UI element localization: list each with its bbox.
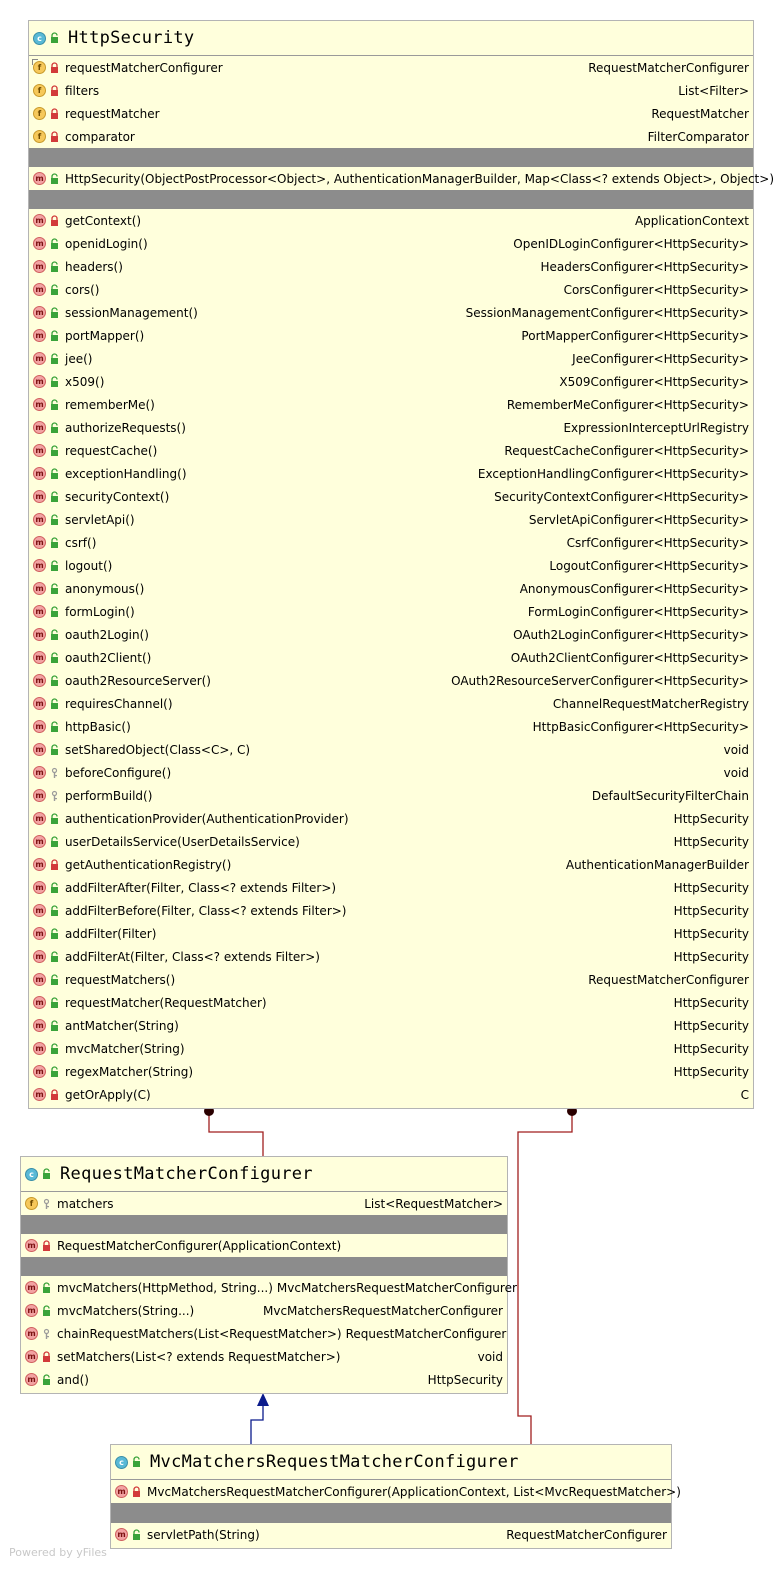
method-icon: m	[33, 214, 46, 227]
public-visibility-icon	[49, 1066, 60, 1078]
field-row[interactable]	[21, 1192, 507, 1215]
method-icon: m	[33, 283, 46, 296]
public-visibility-icon	[49, 353, 60, 365]
section-separator	[111, 1503, 671, 1523]
method-icon: m	[33, 789, 46, 802]
return-type: HttpSecurity	[427, 1372, 503, 1387]
public-visibility-icon	[49, 330, 60, 342]
return-type: MvcMatchersRequestMatcherConfigurer	[276, 1280, 517, 1295]
public-visibility-icon	[49, 399, 60, 411]
method-signature: getContext()	[65, 213, 142, 228]
method-icon: m	[33, 352, 46, 365]
method-row[interactable]	[21, 1368, 507, 1391]
method-row[interactable]	[29, 738, 753, 761]
method-icon: m	[33, 812, 46, 825]
method-signature: formLogin()	[65, 604, 135, 619]
method-icon: m	[33, 1019, 46, 1032]
class-icon: c	[115, 1456, 128, 1469]
protected-visibility-icon	[49, 790, 60, 802]
public-visibility-icon	[49, 652, 60, 664]
method-signature: servletApi()	[65, 512, 135, 527]
return-type: CsrfConfigurer<HttpSecurity>	[566, 535, 749, 550]
method-icon: m	[33, 1065, 46, 1078]
method-icon: m	[33, 375, 46, 388]
method-signature: servletPath(String)	[147, 1527, 260, 1542]
field-type: FilterComparator	[647, 129, 749, 144]
method-row[interactable]	[29, 416, 753, 439]
method-row[interactable]	[29, 853, 753, 876]
field-icon: f	[33, 107, 46, 120]
method-signature: logout()	[65, 558, 113, 573]
protected-visibility-icon	[41, 1328, 52, 1340]
method-icon: m	[33, 172, 46, 185]
return-type: MvcMatchersRequestMatcherConfigurer	[262, 1303, 503, 1318]
field-name: comparator	[65, 129, 135, 144]
method-row[interactable]	[21, 1299, 507, 1322]
return-type: HttpSecurity	[673, 1064, 749, 1079]
method-row[interactable]	[29, 623, 753, 646]
field-row[interactable]	[29, 56, 753, 79]
method-icon: m	[33, 421, 46, 434]
method-icon: m	[33, 904, 46, 917]
return-type: RememberMeConfigurer<HttpSecurity>	[506, 397, 749, 412]
method-row[interactable]	[29, 646, 753, 669]
method-icon: m	[33, 835, 46, 848]
method-row[interactable]	[29, 278, 753, 301]
method-signature: rememberMe()	[65, 397, 155, 412]
method-row[interactable]	[21, 1234, 507, 1257]
field-row[interactable]	[29, 125, 753, 148]
method-row[interactable]	[29, 1060, 753, 1083]
method-icon: m	[33, 398, 46, 411]
method-icon: m	[33, 973, 46, 986]
method-icon: m	[33, 467, 46, 480]
method-signature: requestMatcher(RequestMatcher)	[65, 995, 267, 1010]
return-type: SecurityContextConfigurer<HttpSecurity>	[494, 489, 749, 504]
method-row[interactable]	[21, 1345, 507, 1368]
return-type: OAuth2LoginConfigurer<HttpSecurity>	[513, 627, 749, 642]
method-signature: securityContext()	[65, 489, 170, 504]
method-signature: openidLogin()	[65, 236, 148, 251]
method-signature: chainRequestMatchers(List<RequestMatcher>)	[57, 1326, 342, 1341]
method-icon: m	[33, 536, 46, 549]
field-name: matchers	[57, 1196, 114, 1211]
field-name: requestMatcherConfigurer	[65, 60, 223, 75]
return-type: HttpSecurity	[673, 1018, 749, 1033]
return-type: ChannelRequestMatcherRegistry	[552, 696, 749, 711]
method-row[interactable]	[29, 692, 753, 715]
public-visibility-icon	[49, 468, 60, 480]
public-visibility-icon	[49, 514, 60, 526]
public-visibility-icon	[49, 997, 60, 1009]
public-visibility-icon	[49, 951, 60, 963]
return-type: RequestMatcherConfigurer	[588, 972, 749, 987]
class-icon: c	[25, 1168, 38, 1181]
return-type: RequestCacheConfigurer<HttpSecurity>	[504, 443, 749, 458]
method-signature: mvcMatchers(HttpMethod, String...)	[57, 1280, 273, 1295]
public-visibility-icon	[49, 974, 60, 986]
field-name: requestMatcher	[65, 106, 160, 121]
public-visibility-icon	[49, 261, 60, 273]
method-signature: authorizeRequests()	[65, 420, 186, 435]
method-row[interactable]	[29, 347, 753, 370]
method-icon: m	[33, 306, 46, 319]
return-type: AuthenticationManagerBuilder	[565, 857, 749, 872]
private-visibility-icon	[49, 85, 60, 97]
watermark: Powered by yFiles	[9, 1546, 107, 1559]
method-icon: m	[33, 881, 46, 894]
method-row[interactable]	[29, 600, 753, 623]
method-row[interactable]	[29, 301, 753, 324]
inheritance-edge-mvcmatchers-requestmatcherconfigurer	[251, 1400, 263, 1444]
method-icon: m	[33, 1042, 46, 1055]
method-row[interactable]	[29, 554, 753, 577]
return-type: ApplicationContext	[634, 213, 749, 228]
method-row[interactable]	[29, 945, 753, 968]
private-visibility-icon	[49, 859, 60, 871]
method-signature: getOrApply(C)	[65, 1087, 151, 1102]
method-row[interactable]	[29, 968, 753, 991]
method-signature: jee()	[65, 351, 93, 366]
method-signature: RequestMatcherConfigurer(ApplicationContext)	[57, 1238, 342, 1253]
method-signature: mvcMatcher(String)	[65, 1041, 185, 1056]
return-type: HttpSecurity	[673, 903, 749, 918]
return-type: ExpressionInterceptUrlRegistry	[563, 420, 749, 435]
method-signature: authenticationProvider(AuthenticationProvider)	[65, 811, 349, 826]
return-type: HttpBasicConfigurer<HttpSecurity>	[532, 719, 749, 734]
return-type: HttpSecurity	[673, 880, 749, 895]
private-visibility-icon	[49, 62, 60, 74]
method-signature: addFilterAfter(Filter, Class<? extends Filter>)	[65, 880, 337, 895]
method-row[interactable]	[29, 209, 753, 232]
class-box-mvcmatchersrequestmatcherconfigurer[interactable]	[110, 1444, 681, 1549]
public-visibility-icon	[49, 284, 60, 296]
method-signature: addFilterBefore(Filter, Class<? extends Filter>)	[65, 903, 347, 918]
method-icon: m	[33, 237, 46, 250]
method-row[interactable]	[29, 508, 753, 531]
return-type: HttpSecurity	[673, 926, 749, 941]
protected-visibility-icon	[49, 767, 60, 779]
method-icon: m	[33, 674, 46, 687]
private-visibility-icon	[49, 131, 60, 143]
section-separator	[21, 1257, 507, 1276]
method-signature: setSharedObject(Class<C>, C)	[65, 742, 251, 757]
section-separator	[21, 1215, 507, 1234]
method-icon: m	[115, 1528, 128, 1541]
method-row[interactable]	[29, 439, 753, 462]
return-type: HttpSecurity	[673, 949, 749, 964]
class-header[interactable]	[29, 21, 753, 56]
method-row[interactable]	[29, 577, 753, 600]
return-type: JeeConfigurer<HttpSecurity>	[572, 351, 749, 366]
method-row[interactable]	[29, 324, 753, 347]
return-type: OpenIDLoginConfigurer<HttpSecurity>	[513, 236, 749, 251]
method-row[interactable]	[21, 1322, 507, 1345]
field-icon: f	[33, 84, 46, 97]
method-icon: m	[33, 1088, 46, 1101]
return-type: PortMapperConfigurer<HttpSecurity>	[521, 328, 749, 343]
method-icon: m	[25, 1350, 38, 1363]
method-signature: mvcMatchers(String...)	[57, 1303, 195, 1318]
class-name: MvcMatchersRequestMatcherConfigurer	[150, 1452, 519, 1472]
method-icon: m	[33, 743, 46, 756]
public-visibility-icon	[49, 238, 60, 250]
public-visibility-icon	[49, 698, 60, 710]
method-row[interactable]	[111, 1480, 681, 1503]
method-icon: m	[33, 927, 46, 940]
method-icon: m	[33, 490, 46, 503]
field-icon: f	[33, 130, 46, 143]
return-type: OAuth2ClientConfigurer<HttpSecurity>	[510, 650, 749, 665]
field-type: RequestMatcher	[651, 106, 749, 121]
method-row[interactable]	[29, 1037, 753, 1060]
method-icon: m	[25, 1304, 38, 1317]
method-signature: oauth2ResourceServer()	[65, 673, 211, 688]
method-icon: m	[33, 858, 46, 871]
public-visibility-icon	[41, 1282, 52, 1294]
method-icon: m	[33, 950, 46, 963]
method-icon: m	[33, 697, 46, 710]
return-type: ServletApiConfigurer<HttpSecurity>	[528, 512, 749, 527]
protected-visibility-icon	[41, 1198, 52, 1210]
private-visibility-icon	[49, 108, 60, 120]
public-visibility-icon	[131, 1456, 142, 1468]
class-name: HttpSecurity	[68, 28, 195, 48]
method-row[interactable]	[29, 393, 753, 416]
method-signature: sessionManagement()	[65, 305, 198, 320]
return-type: X509Configurer<HttpSecurity>	[559, 374, 749, 389]
return-type: RequestMatcherConfigurer	[506, 1527, 667, 1542]
method-row[interactable]	[29, 899, 753, 922]
public-visibility-icon	[49, 813, 60, 825]
return-type: SessionManagementConfigurer<HttpSecurity>	[465, 305, 749, 320]
return-type: HttpSecurity	[673, 834, 749, 849]
method-row[interactable]	[29, 830, 753, 853]
method-row[interactable]	[29, 485, 753, 508]
method-row[interactable]	[29, 991, 753, 1014]
method-icon: m	[25, 1373, 38, 1386]
method-signature: beforeConfigure()	[65, 765, 172, 780]
private-visibility-icon	[49, 215, 60, 227]
method-row[interactable]	[29, 1014, 753, 1037]
method-row[interactable]	[29, 876, 753, 899]
public-visibility-icon	[49, 675, 60, 687]
method-signature: antMatcher(String)	[65, 1018, 179, 1033]
method-row[interactable]	[29, 255, 753, 278]
method-signature: performBuild()	[65, 788, 153, 803]
method-signature: userDetailsService(UserDetailsService)	[65, 834, 300, 849]
public-visibility-icon	[49, 537, 60, 549]
method-signature: getAuthenticationRegistry()	[65, 857, 232, 872]
inheritance-arrow-icon	[257, 1393, 269, 1406]
public-visibility-icon	[49, 560, 60, 572]
public-visibility-icon	[49, 491, 60, 503]
section-separator	[29, 190, 753, 209]
method-signature: oauth2Login()	[65, 627, 149, 642]
method-icon: m	[33, 651, 46, 664]
method-row[interactable]	[29, 531, 753, 554]
public-visibility-icon	[49, 744, 60, 756]
method-signature: oauth2Client()	[65, 650, 152, 665]
method-row[interactable]	[21, 1276, 517, 1299]
public-visibility-icon	[131, 1529, 142, 1541]
method-signature: addFilterAt(Filter, Class<? extends Filter>)	[65, 949, 320, 964]
return-type: FormLoginConfigurer<HttpSecurity>	[527, 604, 749, 619]
return-type: C	[740, 1087, 749, 1102]
class-name: RequestMatcherConfigurer	[60, 1164, 313, 1184]
class-box-httpsecurity[interactable]	[28, 20, 774, 1109]
field-row[interactable]	[29, 102, 753, 125]
method-signature: setMatchers(List<? extends RequestMatcher>)	[57, 1349, 341, 1364]
method-row[interactable]	[29, 462, 753, 485]
method-row[interactable]	[29, 715, 753, 738]
return-type: void	[723, 765, 749, 780]
private-visibility-icon	[49, 1089, 60, 1101]
method-signature: requiresChannel()	[65, 696, 173, 711]
method-row[interactable]	[29, 167, 774, 190]
private-visibility-icon	[41, 1240, 52, 1252]
return-type: OAuth2ResourceServerConfigurer<HttpSecurity>	[451, 673, 749, 688]
field-type: List<RequestMatcher>	[364, 1196, 503, 1211]
return-type: HttpSecurity	[673, 995, 749, 1010]
private-visibility-icon	[41, 1351, 52, 1363]
method-icon: m	[33, 559, 46, 572]
method-row[interactable]	[29, 807, 753, 830]
method-row[interactable]	[29, 370, 753, 393]
method-signature: requestCache()	[65, 443, 158, 458]
method-icon: m	[33, 329, 46, 342]
method-row[interactable]	[111, 1523, 671, 1546]
class-header[interactable]	[111, 1445, 671, 1480]
public-visibility-icon	[49, 32, 60, 44]
public-visibility-icon	[41, 1168, 52, 1180]
method-icon: m	[33, 444, 46, 457]
return-type: ExceptionHandlingConfigurer<HttpSecurity>	[477, 466, 749, 481]
method-signature: portMapper()	[65, 328, 145, 343]
method-signature: csrf()	[65, 535, 97, 550]
method-row[interactable]	[29, 761, 753, 784]
method-icon: m	[25, 1281, 38, 1294]
class-header[interactable]	[21, 1157, 507, 1192]
method-row[interactable]	[29, 669, 753, 692]
field-row[interactable]	[29, 79, 753, 102]
method-signature: exceptionHandling()	[65, 466, 187, 481]
return-type: CorsConfigurer<HttpSecurity>	[563, 282, 749, 297]
method-signature: cors()	[65, 282, 100, 297]
return-type: void	[477, 1349, 503, 1364]
composition-edge-httpsecurity-mvcmatchers	[518, 1112, 572, 1444]
public-visibility-icon	[49, 173, 60, 185]
method-row[interactable]	[29, 784, 753, 807]
method-row[interactable]	[29, 1083, 753, 1106]
method-signature: regexMatcher(String)	[65, 1064, 194, 1079]
return-type: HttpSecurity	[673, 1041, 749, 1056]
public-visibility-icon	[49, 606, 60, 618]
method-signature: requestMatchers()	[65, 972, 176, 987]
public-visibility-icon	[49, 836, 60, 848]
method-signature: httpBasic()	[65, 719, 131, 734]
public-visibility-icon	[41, 1374, 52, 1386]
public-visibility-icon	[49, 376, 60, 388]
method-icon: m	[33, 628, 46, 641]
public-visibility-icon	[49, 1020, 60, 1032]
public-visibility-icon	[49, 422, 60, 434]
method-signature: HttpSecurity(ObjectPostProcessor<Object>, AuthenticationManagerBuilder, Map<Class<? extends Object>, Object>)	[65, 171, 774, 186]
method-signature: MvcMatchersRequestMatcherConfigurer(ApplicationContext, List<MvcRequestMatcher>)	[147, 1484, 681, 1499]
field-type: RequestMatcherConfigurer	[588, 60, 749, 75]
private-visibility-icon	[131, 1486, 142, 1498]
class-box-requestmatcherconfigurer[interactable]	[20, 1156, 517, 1394]
method-icon: m	[25, 1239, 38, 1252]
method-row[interactable]	[29, 922, 753, 945]
method-icon: m	[33, 513, 46, 526]
method-icon: m	[33, 260, 46, 273]
public-visibility-icon	[49, 882, 60, 894]
method-icon: m	[33, 582, 46, 595]
method-icon: m	[25, 1327, 38, 1340]
section-separator	[29, 148, 753, 167]
public-visibility-icon	[49, 905, 60, 917]
return-type: HeadersConfigurer<HttpSecurity>	[540, 259, 749, 274]
method-row[interactable]	[29, 232, 753, 255]
return-type: void	[723, 742, 749, 757]
method-icon: m	[33, 766, 46, 779]
public-visibility-icon	[49, 1043, 60, 1055]
field-type: List<Filter>	[678, 83, 749, 98]
public-visibility-icon	[49, 583, 60, 595]
method-icon: m	[33, 996, 46, 1009]
return-type: DefaultSecurityFilterChain	[591, 788, 749, 803]
method-signature: headers()	[65, 259, 123, 274]
public-visibility-icon	[49, 445, 60, 457]
public-visibility-icon	[41, 1305, 52, 1317]
method-signature: anonymous()	[65, 581, 145, 596]
composition-edge-httpsecurity-requestmatcherconfigurer	[209, 1112, 263, 1156]
field-icon: f	[25, 1197, 38, 1210]
method-icon: m	[115, 1485, 128, 1498]
return-type: LogoutConfigurer<HttpSecurity>	[549, 558, 749, 573]
field-icon: f	[33, 61, 46, 74]
method-icon: m	[33, 720, 46, 733]
return-type: HttpSecurity	[673, 811, 749, 826]
public-visibility-icon	[49, 928, 60, 940]
method-signature: x509()	[65, 374, 105, 389]
method-signature: and()	[57, 1372, 89, 1387]
public-visibility-icon	[49, 307, 60, 319]
return-type: AnonymousConfigurer<HttpSecurity>	[519, 581, 749, 596]
method-signature: addFilter(Filter)	[65, 926, 157, 941]
field-name: filters	[65, 83, 100, 98]
public-visibility-icon	[49, 629, 60, 641]
public-visibility-icon	[49, 721, 60, 733]
method-icon: m	[33, 605, 46, 618]
class-icon: c	[33, 32, 46, 45]
return-type: RequestMatcherConfigurer	[345, 1326, 507, 1341]
